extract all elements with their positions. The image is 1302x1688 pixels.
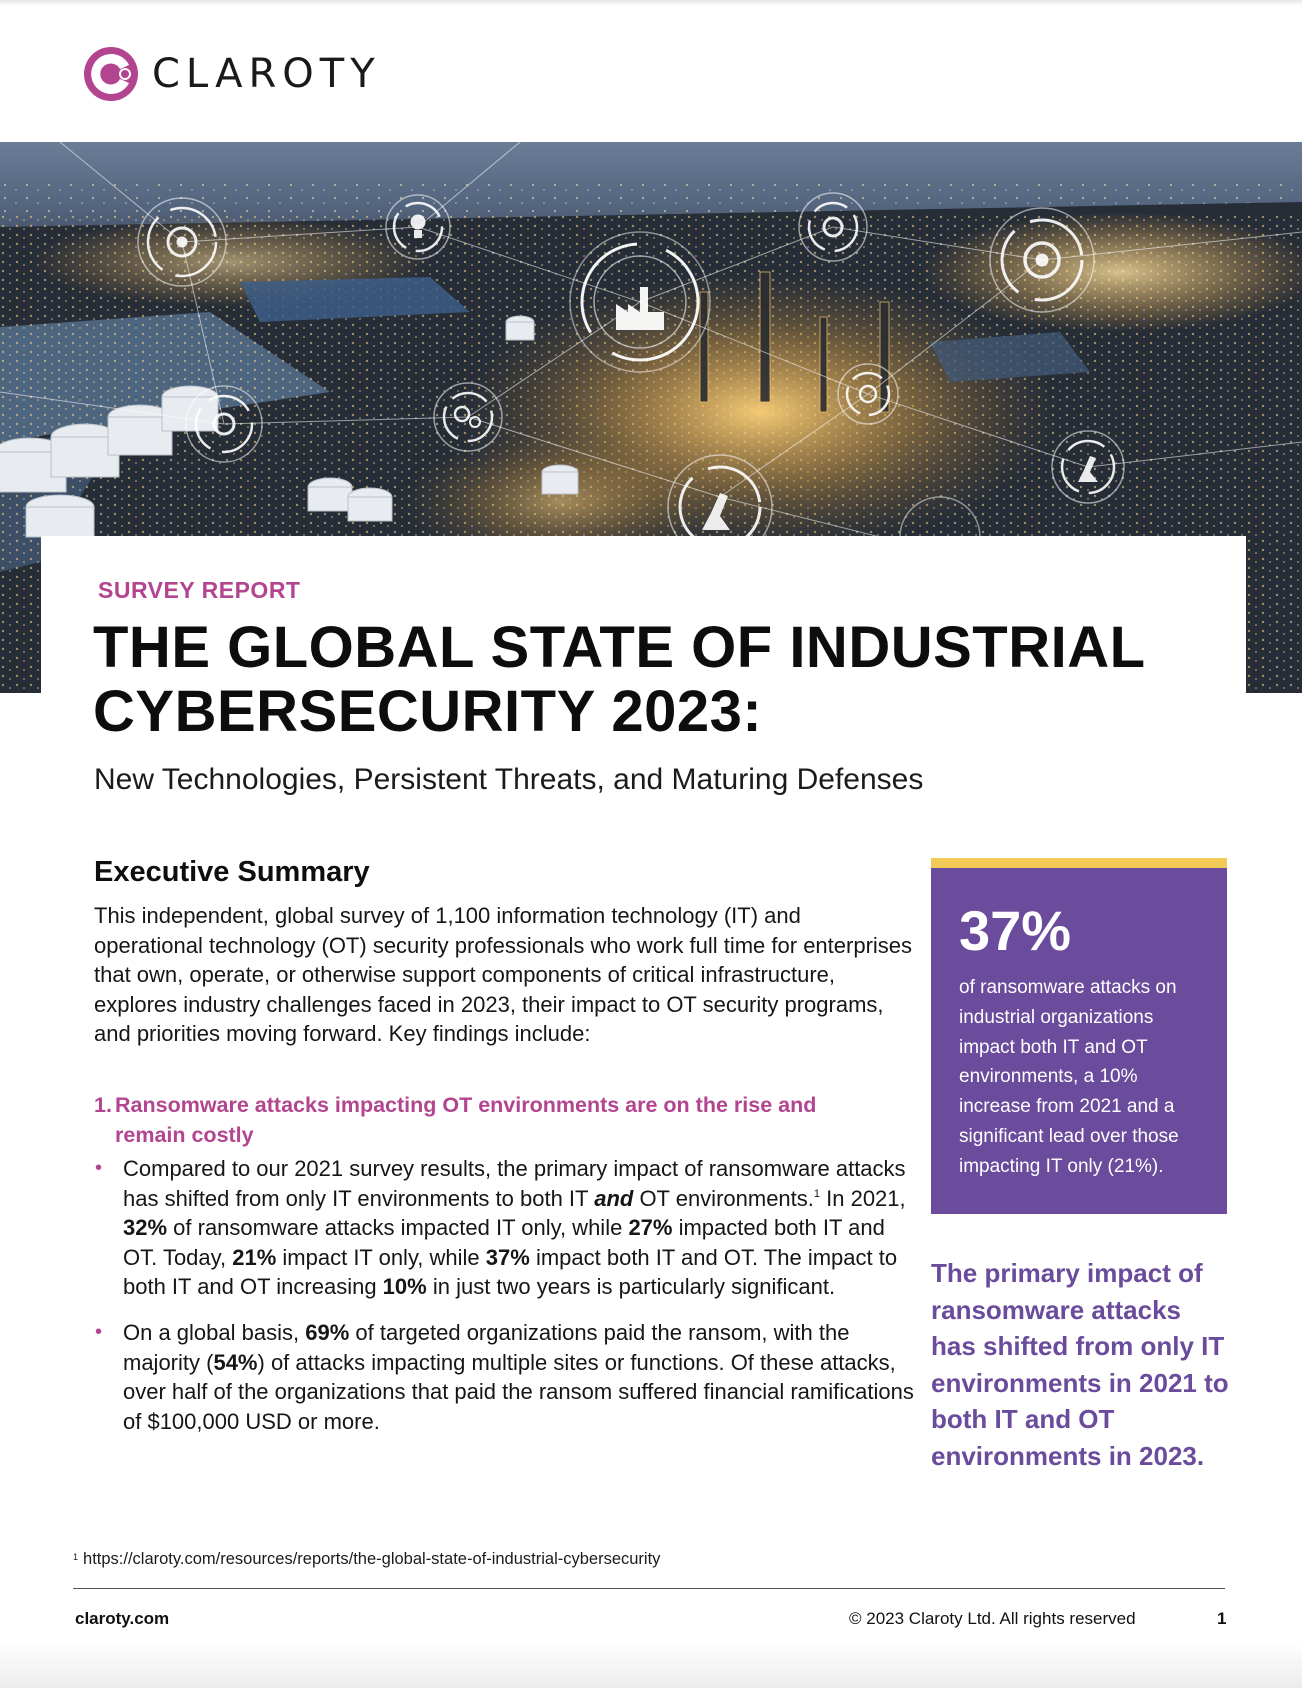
report-title-line-2: CYBERSECURITY 2023: <box>93 679 763 744</box>
bullet-2-text-2: of targeted organizations paid the ransom, with the majority ( <box>123 1319 850 1375</box>
stat-callout-value: 37% <box>959 899 1072 962</box>
page-bottom-edge <box>0 1642 1302 1688</box>
pull-quote: The primary impact of ransomware attacks has shifted from only IT environments in 2021 to both IT and OT environments in 2023. <box>931 1258 1229 1471</box>
stat-increase: 10% <box>382 1274 427 1300</box>
report-kicker: SURVEY REPORT <box>98 577 301 603</box>
bullet-2-text-3: ) of attacks impacting multiple sites or functions. Of these attacks, over half of the organizations that paid the ransom suffered financial ramifications of $100,000 USD or more. <box>123 1349 914 1434</box>
stat-callout-text: of ransomware attacks on industrial organizations impact both IT and OT environments, a 10% increase from 2021 and a significant lead over those impacting IT only (21%). <box>959 977 1179 1177</box>
bullet-1-and: and <box>594 1185 634 1211</box>
report-title <box>93 616 1243 744</box>
claroty-logo <box>82 44 381 104</box>
finding-1-title <box>94 1090 894 1150</box>
finding-1-bullets <box>94 1154 914 1452</box>
footnote-link[interactable]: https://claroty.com/resources/reports/the-global-state-of-industrial-cybersecurity <box>83 1550 661 1568</box>
bullet-1-text-4: of ransomware attacks impacted IT only, while <box>167 1215 629 1241</box>
executive-summary-heading: Executive Summary <box>94 856 370 888</box>
stat-paid-ransom: 69% <box>305 1319 350 1345</box>
bullet-1-text-7: impact both IT and OT. The impact to both IT and OT increasing <box>123 1244 898 1300</box>
page-number: 1 <box>1217 1609 1227 1628</box>
stat-2021-it-only: 32% <box>123 1215 168 1241</box>
stat-today-it-only: 21% <box>232 1244 277 1270</box>
claroty-wordmark: CLAROTY <box>152 51 381 97</box>
bullet-1-text-2: OT environments. <box>633 1185 814 1211</box>
finding-1-bullet-1 <box>94 1154 914 1302</box>
stat-multiple-sites: 54% <box>213 1349 258 1375</box>
bullet-2-text-1: On a global basis, <box>123 1319 306 1345</box>
stat-2021-it-ot: 27% <box>628 1215 673 1241</box>
bullet-1-text-8: in just two years is particularly significant. <box>426 1274 836 1300</box>
footer-copyright: © 2023 Claroty Ltd. All rights reserved <box>849 1609 1136 1628</box>
footnote <box>73 1550 660 1569</box>
executive-summary-intro: This independent, global survey of 1,100 information technology (IT) and operational technology (OT) security professionals who work full time for enterprises that own, operate, or otherwise support components of critical infrastructure, explores industry challenges faced in 2023, their impact to OT security programs, and priorities moving forward. Key findings include: <box>94 903 913 1047</box>
bullet-1-text-3: In 2021, <box>820 1185 906 1211</box>
report-title-line-1: THE GLOBAL STATE OF INDUSTRIAL <box>93 615 1146 680</box>
bullet-1-text-5: impacted both IT and OT. Today, <box>123 1215 885 1270</box>
stat-box-accent-bar <box>931 858 1227 868</box>
bullet-1-text-6: impact IT only, while <box>276 1244 486 1270</box>
footer-site-link[interactable]: claroty.com <box>75 1609 170 1628</box>
footer-divider <box>73 1588 1225 1589</box>
hero-node-gear-5 <box>434 383 502 451</box>
footnote-ref-1[interactable]: 1 <box>813 1187 821 1200</box>
report-subtitle: New Technologies, Persistent Threats, and Maturing Defenses <box>94 763 924 796</box>
bullet-1-text-1: Compared to our 2021 survey results, the primary impact of ransomware attacks has shifted from only IT environments to both IT <box>123 1156 906 1211</box>
bullet-dot-icon: • <box>95 1157 103 1179</box>
footnote-marker: 1 <box>73 1552 79 1562</box>
finding-1-bullet-2 <box>94 1318 914 1436</box>
finding-1-title-line-1: Ransomware attacks impacting OT environments are on the rise and <box>115 1093 817 1117</box>
finding-1-title-line-2: remain costly <box>115 1123 254 1147</box>
page-top-shadow <box>0 0 1302 6</box>
stat-today-it-ot: 37% <box>485 1244 530 1270</box>
claroty-logo-icon <box>82 45 140 103</box>
finding-1-number: 1. <box>94 1093 112 1117</box>
bullet-dot-icon: • <box>95 1320 103 1343</box>
stat-callout-box <box>931 868 1227 1214</box>
